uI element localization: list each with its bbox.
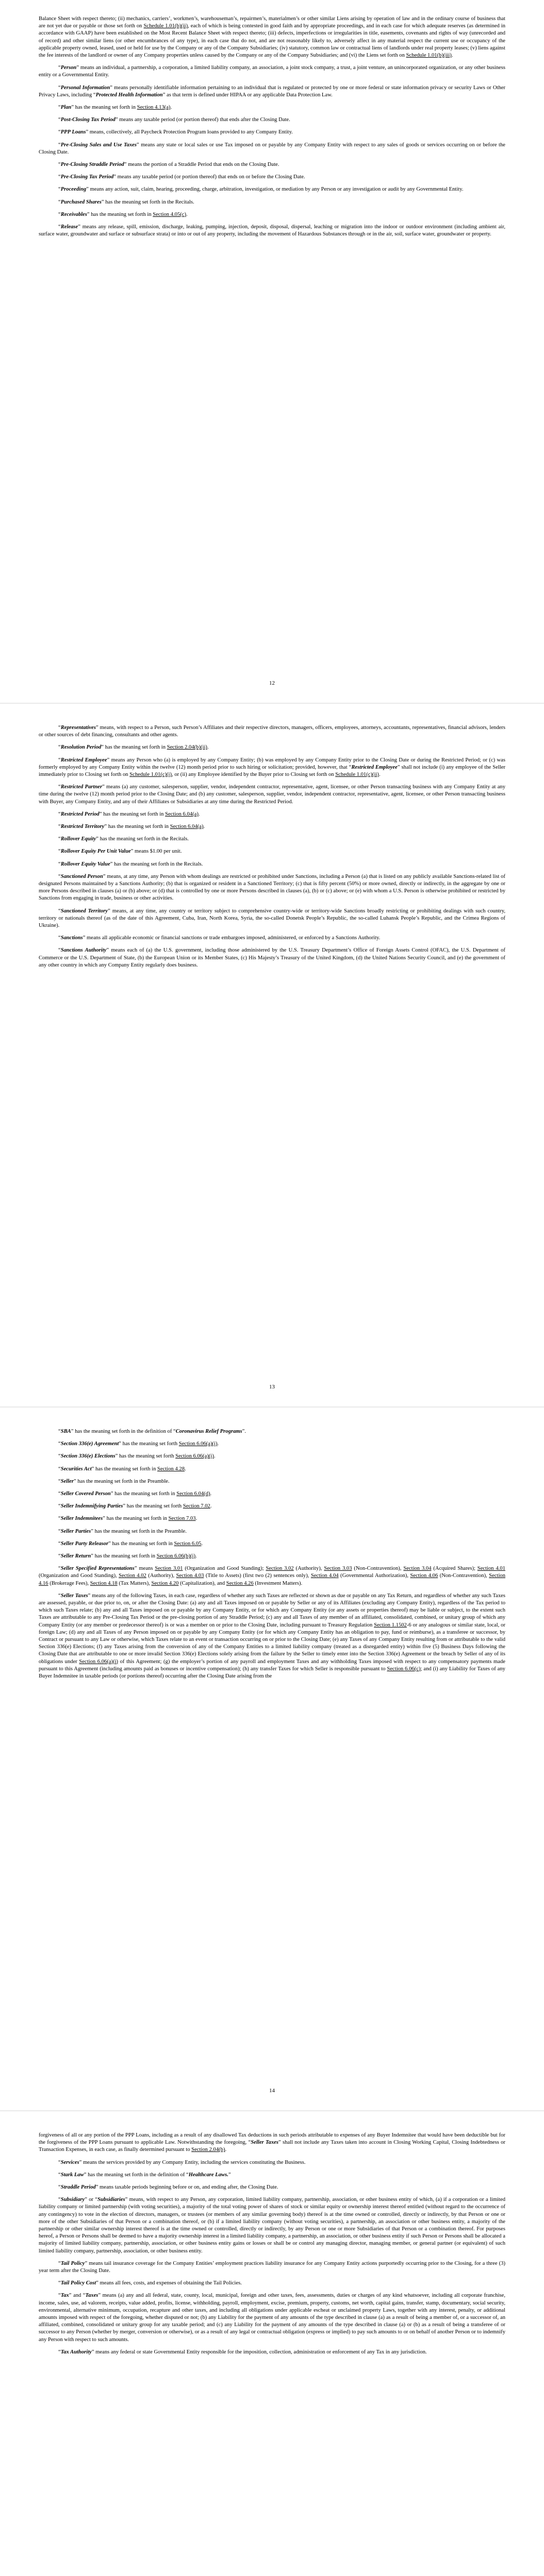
definition-post-closing-tax-period: “Post-Closing Tax Period” means any taxable period (or portion thereof) that ends after the Closing Date. <box>58 117 290 123</box>
definition-pre-closing-tax-period: “Pre-Closing Tax Period” means any taxable period (or portion thereof) that ends on or before the Closing Date. <box>58 174 305 180</box>
definition-seller-indemnifying-parties: “Seller Indemnifying Parties” has the meaning set forth Section 7.02. <box>58 1503 212 1510</box>
definition-proceeding: “Proceeding” means any action, suit, claim, hearing, proceeding, charge, arbitration, investigation, or mediation by any Person or any investigation or audit by any Governmental Entity. <box>58 187 464 193</box>
definition-release: “Release” means any release, spill, emission, discharge, leaking, pumping, injection, deposit, disposal, dispersal, leaching or migration into the indoor or outdoor environment (including ambient air, surface water, groundwater and surface or subsurface strata) or into or out of any property, including the movement of Hazardous Substances through or in the air, soil, surface water, groundwater or property. <box>39 224 505 238</box>
paragraph: Balance Sheet with respect thereto; (ii) mechanics, carriers’, workmen’s, warehouseman’s, repairmen’s, materialmen’s or other similar Liens arising by operation of law and in the ordinary course of business that are not yet due or payable or those set forth on Schedule 1.01(b)(ii), each of which is being contested in good faith and by appropriate proceedings, and in each case for which adequate reserves (as determined in accordance with GAAP) have been established on the Most Recent Balance Sheet with respect thereto; (iii) defects, imperfections or irregularities in title, easements, covenants and rights of way (unrecorded and of record) and other similar liens (or other encumbrances of any type), in each case that do not, and are not reasonably likely to, adversely affect in any material respect the current use or occupancy of the applicable property owned, leased, used or held for use by the Company or any of the Company Subsidiaries; (iv) statutory, common law or contractual liens of landlords under real property leases; (v) liens against the fee interests of the landlord or owner of any Company properties unless caused by the Company or any of the Company Subsidiaries; and (vi) the Liens set forth on Schedule 1.01(b)(iii). <box>39 16 505 59</box>
definition-receivables: “Receivables” has the meaning set forth in Section 4.05(c). <box>58 211 188 217</box>
document-page-15 <box>0 2111 544 2576</box>
definition-straddle-period: “Straddle Period” means taxable periods beginning before or on, and ending after, the Closing Date. <box>58 2184 278 2191</box>
definition-personal-information: “Personal Information” means personally identifiable information pertaining to an individual that is regulated or protected by one or more federal or state information privacy or security Laws or Other Privacy Laws, including “Protected Health Information” as that term is defined under HIPAA or any applicable Data Protection Law. <box>39 84 505 98</box>
definition-subsidiary: “Subsidiary” or “Subsidiaries” means, with respect to any Person, any corporation, limited liability company, partnership, association, or other business entity of which, (a) if a corporation or a limited liability company or limited partnership (with voting securities), a majority of the total voting power of shares of stock or similar equity or ownership interest thereof entitled (without regard to the occurrence of any contingency) to vote in the election of directors, managers, or trustees (or members of any similar governing body) thereof is at the time owned or controlled, directly or indirectly, by that Person or one or more of the other Subsidiaries of that Person or a combination thereof, or (b) if a limited liability company (without voting securities), a partnership, an association or other business entity, a majority of the partnership or other similar ownership interest thereof is at the time owned or controlled, directly or indirectly, by any Person or one or more Subsidiaries of that Person or a combination thereof. For purposes hereof, a Person or Persons shall be deemed to have a majority ownership interest in a limited liability company, a partnership, an association, or other business entity if such Person or Persons shall be allocated a majority of limited liability company, partnership, association, or other business entity gains or losses or shall be or control any managing director, managing member, or general partner (or equivalent) of such limited liability company, partnership, association, or other business entity. <box>39 2197 505 2254</box>
definition-person: “Person” means an individual, a partnership, a corporation, a limited liability company, an association, a joint stock company, a trust, a joint venture, an unincorporated organization, or any other business entity or a Governmental Entity. <box>39 65 505 78</box>
definition-seller-return: “Seller Return” has the meaning set forth in Section 6.06(b)(i). <box>58 1553 197 1560</box>
definition-section-336e-agreement: “Section 336(e) Agreement” has the meaning set forth Section 6.06(a)(i). <box>58 1441 219 1447</box>
definition-purchased-shares: “Purchased Shares” has the meaning set forth in the Recitals. <box>58 199 194 205</box>
page-number: 13 <box>269 1384 275 1390</box>
definition-rollover-equity: “Rollover Equity” has the meaning set forth in the Recitals. <box>58 836 189 842</box>
definition-sanctioned-territory: “Sanctioned Territory” means, at any time, any country or territory subject to comprehensive country-wide or territory-wide Sanctions broadly restricting or prohibiting dealings with such country, territory or nationals thereof (as of the date of this Agreement, Cuba, Iran, North Korea, Syria, the so-called Donetsk People’s Republic, the so-called Luhansk People’s Republic, and the Crimea Regions of Ukraine). <box>39 908 505 929</box>
definition-rollover-equity-value: “Rollover Equity Value” has the meaning set forth in the Recitals. <box>58 861 203 867</box>
definition-sba: “SBA” has the meaning set forth in the definition of “Coronavirus Relief Programs”. <box>58 1429 246 1434</box>
definition-representatives: “Representatives” means, with respect to a Person, such Person’s Affiliates and their respective directors, managers, officers, employees, attorneys, accountants, representatives, financial advisors, lenders or other sources of debt financing, consultants and other agents. <box>39 725 505 738</box>
definition-pre-closing-straddle-period: “Pre-Closing Straddle Period” means the portion of a Straddle Period that ends on the Closing Date. <box>58 162 279 168</box>
definition-restricted-territory: “Restricted Territory” has the meaning set forth in Section 6.04(a). <box>58 824 205 830</box>
definition-seller-indemnitees: “Seller Indemnitees” has the meaning set forth in Section 7.03. <box>58 1516 197 1522</box>
definition-restricted-period: “Restricted Period” has the meaning set forth in Section 6.04(a). <box>58 811 200 817</box>
page-number: 14 <box>269 2088 275 2094</box>
definition-plan: “Plan” has the meaning set forth in Section 4.13(a). <box>58 105 172 111</box>
definition-services: “Services” means the services provided by any Company Entity, including the services constituting the Business. <box>58 2159 306 2165</box>
definition-pre-closing-sales-use-taxes: “Pre-Closing Sales and Use Taxes” means any state or local sales or use Tax imposed on or payable by any Company Entity with respect to any sales of goods or services occurring on or before the Closing Date. <box>39 142 505 155</box>
document-page-14 <box>0 1408 544 2110</box>
definition-restricted-partner: “Restricted Partner” means (a) any customer, salesperson, supplier, vendor, independent contractor, representative, agent, licensee, or other Person transacting business with any Company Entity at any time during the twelve (12) month period prior to the Closing Date; and (b) any customer, salesperson, supplier, vendor, independent contractor, representative, agent, licensee, or other Person transacting business with Buyer, any Company Entity, and any of their Affiliates or Subsidiaries at any time during the Restricted Period. <box>39 784 505 805</box>
definition-rollover-equity-per-unit-value: “Rollover Equity Per Unit Value” means $1.00 per unit. <box>58 849 182 855</box>
definition-seller-specified-representations: “Seller Specified Representations” means Section 3.01 (Organization and Good Standing); Section 3.02 (Authority), Section 3.03 (Non-Contravention), Section 3.04 (Acquired Shares); Section 4.01 (Organization and Good Standing), Section 4.02 (Authority), Section 4.03 (Title to Assets) (first two (2) sentences only), Section 4.04 (Governmental Authorization), Section 4.06 (Non-Contravention), Section 4.16 (Brokerage Fees), Section 4.18 (Tax Matters), Section 4.20 (Capitalization), and Section 4.26 (Investment Matters). <box>39 1566 506 1586</box>
document-page-12 <box>0 0 544 703</box>
definition-seller-party-releasor: “Seller Party Releasor” has the meaning set forth in Section 6.05. <box>58 1540 203 1547</box>
definition-securities-act: “Securities Act” has the meaning set forth in Section 4.28. <box>58 1466 186 1472</box>
page-number: 12 <box>269 680 275 686</box>
definition-section-336e-elections: “Section 336(e) Elections” has the meaning set forth Section 6.06(a)(i). <box>58 1453 216 1460</box>
definition-tax: “Tax” and “Taxes” means (a) any and all federal, state, county, local, municipal, foreign and other taxes, fees, assessments, duties or charges of any kind whatsoever, including all corporate franchise, income, sales, use, ad valorem, receipts, value added, profits, license, withholding, payroll, employment, excise, premium, property, customs, net worth, capital gains, transfer, stamp, documentary, social security, environmental, alternative minimum, occupation, recapture and other taxes, and including all obligations under applicable escheat or unclaimed property Laws, together with any interest, penalty, or additional amounts imposed with respect of the foregoing, whether disputed or not; (b) any Liability for the payment of any amounts of the type described in clause (a) as a result of being a member of, or a successor of, an affiliated, combined, consolidated or unitary group for any taxable period; and (c) any Liability for the payment of any amounts of the type described in clause (a) or (b) as a result of being a transferee of or successor to any Person (whether by merger, conversion or otherwise), or as a result of any legal or contractual obligation (express or implied) to pay such amounts to or on behalf of another Person or to indemnify any Person with respect to such amounts. <box>39 2293 505 2343</box>
definition-sanctions: “Sanctions” means all applicable economic or financial sanctions or trade embargoes imposed, administered, or enforced by a Sanctions Authority. <box>58 935 381 941</box>
definition-tail-policy-cost: “Tail Policy Cost” means all fees, costs, and expenses of obtaining the Tail Policies. <box>58 2280 242 2286</box>
definition-restricted-employee: “Restricted Employee” means any Person who (a) is employed by any Company Entity; (b) was employed by any Company Entity prior to the Closing Date or during the Restricted Period; or (c) was formerly employed by any Company Entity within the twelve (12) month period prior to such hiring or solicitation; provided, however, that “Restricted Employee” shall not include (i) any employee of the Seller immediately prior to Closing set forth on Schedule 1.01(c)(i), or (ii) any Employee identified by the Buyer prior to Closing set forth on Schedule 1.01(c)(ii). <box>39 757 506 778</box>
definition-resolution-period: “Resolution Period” has the meaning set forth in Section 2.04(b)(ii). <box>58 744 209 751</box>
document-page-13 <box>0 704 544 1406</box>
definition-seller-parties: “Seller Parties” has the meaning set forth in the Preamble. <box>58 1528 187 1534</box>
definition-seller-taxes: “Seller Taxes” means any of the following Taxes, in each case, regardless of whether any such Taxes are reflected or shown as due or payable on any Tax Return, and regardless of whether any such Taxes are assessed, payable, or due prior to, on, or after the Closing Date: (a) any and all Taxes imposed on or payable by Seller or any of its Affiliates (excluding any Company Entity), regardless of the Tax period to which such Taxes relate; (b) any and all Taxes imposed on or payable by any Company Entity, or for which any Company Entity (or any assets or properties thereof) may be liable or subject, to the extent such Taxes are attributable to any Pre-Closing Tax Period or the pre-closing portion of any Straddle Period; (c) any and all Taxes of any member of an affiliated, consolidated, combined, or unitary group of which any Company Entity (or any member or predecessor thereof) is or was a member on or prior to the Closing Date, including pursuant to Treasury Regulation Section 1.1502-6 or any analogous or similar state, local, or foreign Law; (d) any and all Taxes of any Person imposed on or payable by any Company Entity (or for which any Company Entity has an obligation to pay, fund or reimburse), as a transferee or successor, by Contract or pursuant to any Law or otherwise, which Taxes relate to an event or transaction occurring on or prior to the Closing Date; (e) any Taxes of any Company Entity resulting from or attributable to the valid Section 336(e) Elections; (f) any Taxes arising from the conversion of any of the Company Entities to a limited liability company (treated as a disregarded entity) within five (5) Business Days following the Closing Date that are attributable to one or more invalid Section 336(e) Elections solely arising from the failure by the Seller to timely enter into the Section 336(e) Agreement or the breach by Seller of any of its obligations under Section 6.06(a)(i) of this Agreement; (g) the employer’s portion of any payroll and employment Taxes and any withholding Taxes imposed with respect to any compensatory payments made pursuant to this Agreement (including amounts paid as bonuses or incentive compensation); (h) any transfer Taxes for which Seller is responsible pursuant to Section 6.06(c); and (i) any Liability for Taxes of any Buyer Indemnitee in taxable periods (or portions thereof) occurring after the Closing Date arising from the <box>39 1592 505 1680</box>
definition-sanctioned-person: “Sanctioned Person” means, at any time, any Person with whom dealings are restricted or prohibited under Sanctions, including a Person (a) that is listed on any publicly available Sanctions-related list of designated Persons maintained by a Sanctions Authority; (b) that is organized or resident in a Sanctioned Territory; (c) that is fifty percent (50%) or more owned, directly or indirectly, in the aggregate by one or more Persons described in clauses (a) or (b) above; or (d) that is controlled by one or more Persons described in clauses (a), (b) or (c) above; or (e) with whom a U.S. Person is otherwise prohibited or restricted by Sanctions from engaging in trade, business or other activities. <box>39 873 505 902</box>
definition-sanctions-authority: “Sanctions Authority” means each of (a) the U.S. government, including those administered by the U.S. Treasury Department’s Office of Foreign Assets Control (OFAC), the U.S. Department of Commerce or the U.S. Department of State, (b) the European Union or its Member States, (c) His Majesty’s Treasury of the United Kingdom, (d) the United Nations Security Council, and (e) the government of any other country in which any Company Entity regularly does business. <box>39 947 505 968</box>
definition-stark-law: “Stark Law” has the meaning set forth in the definition of “Healthcare Laws.” <box>58 2172 231 2178</box>
definition-tail-policy: “Tail Policy” means tail insurance coverage for the Company Entities’ employment practices liability insurance for any Company Entity actions purportedly occurring prior to the Closing, for a three (3) year term after the Closing Date. <box>39 2260 505 2274</box>
definition-seller: “Seller” has the meaning set forth in the Preamble. <box>58 1478 170 1484</box>
definition-ppp-loans: “PPP Loans” means, collectively, all Paycheck Protection Program loans provided to any Company Entity. <box>58 129 293 135</box>
definition-seller-covered-person: “Seller Covered Person” has the meaning set forth in Section 6.04(d). <box>58 1491 212 1497</box>
paragraph-continuation: forgiveness of all or any portion of the PPP Loans, including as a result of any disallowed Tax deductions in such periods attributable to expenses of any Buyer Indemnitee that would have been deductible but for the forgiveness of the PPP Loans pursuant to applicable Law. Notwithstanding the foregoing, “Seller Taxes” shall not include any Taxes taken into account in Closing Working Capital, Closing Indebtedness or Transaction Expenses, in each case, as finally determined pursuant to Section 2.04(b). <box>39 2132 506 2153</box>
definition-tax-authority: “Tax Authority” means any federal or state Governmental Entity responsible for the imposition, collection, administration or enforcement of any Tax in any jurisdiction. <box>58 2349 427 2355</box>
